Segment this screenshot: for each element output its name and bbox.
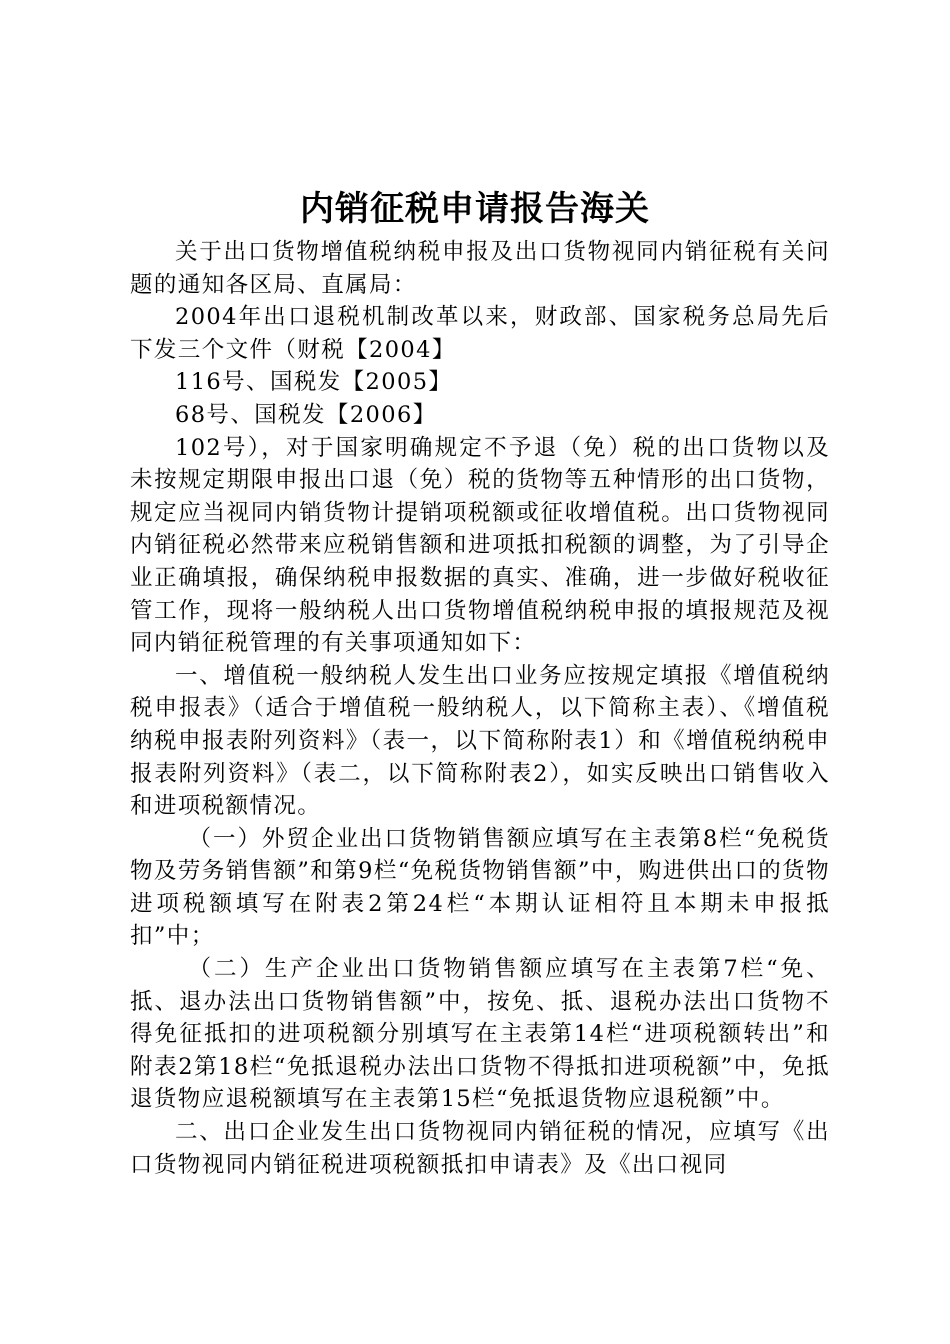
paragraph-notice-heading: 关于出口货物增值税纳税申报及出口货物视同内销征税有关问题的通知各区局、直属局： <box>130 239 830 298</box>
paragraph-section-two: 二、出口企业发生出口货物视同内销征税的情况，应填写《出口货物视同内销征税进项税额抵扣申请表》及《出口视同 <box>130 1119 830 1178</box>
paragraph-document-102: 102号），对于国家明确规定不予退（免）税的出口货物以及未按规定期限申报出口退（免）税的货物等五种情形的出口货物，规定应当视同内销货物计提销项税额或征收增值税。出口货物视同内销征税必然带来应税销售额和进项抵扣税额的调整，为了引导企业正确填报，确保纳税申报数据的真实、准确，进一步做好税收征管工作，现将一般纳税人出口货物增值税纳税申报的填报规范及视同内销征税管理的有关事项通知如下： <box>130 434 830 657</box>
paragraph-document-68: 68号、国税发【2006】 <box>175 401 437 428</box>
paragraph-document-116: 116号、国税发【2005】 <box>175 369 453 396</box>
paragraph-reform-background: 2004年出口退税机制改革以来，财政部、国家税务总局先后下发三个文件（财税【2004】 <box>130 304 830 363</box>
paragraph-item-production: （二）生产企业出口货物销售额应填写在主表第7栏“免、抵、退办法出口货物销售额”中，按免、抵、退税办法出口货物不得免征抵扣的进项税额分别填写在主表第14栏“进项税额转出”和附表2第18栏“免抵退税办法出口货物不得抵扣进项税额”中，免抵退货物应退税额填写在主表第15栏“免抵退货物应退税额”中。 <box>130 956 831 1113</box>
document-body <box>130 236 830 1181</box>
paragraph-item-foreign-trade: （一）外贸企业出口货物销售额应填写在主表第8栏“免税货物及劳务销售额”和第9栏“免税货物销售额”中，购进供出口的货物进项税额填写在附表2第24栏“本期认证相符且本期未申报抵扣”中； <box>130 825 830 950</box>
paragraph-section-one: 一、增值税一般纳税人发生出口业务应按规定填报《增值税纳税申报表》（适合于增值税一般纳税人，以下简称主表）、《增值税纳税申报表附列资料》（表一，以下简称附表1）和《增值税纳税申报表附列资料》（表二，以下简称附表2），如实反映出口销售收入和进项税额情况。 <box>130 662 830 820</box>
document-title: 内销征税申请报告海关 <box>300 189 650 229</box>
